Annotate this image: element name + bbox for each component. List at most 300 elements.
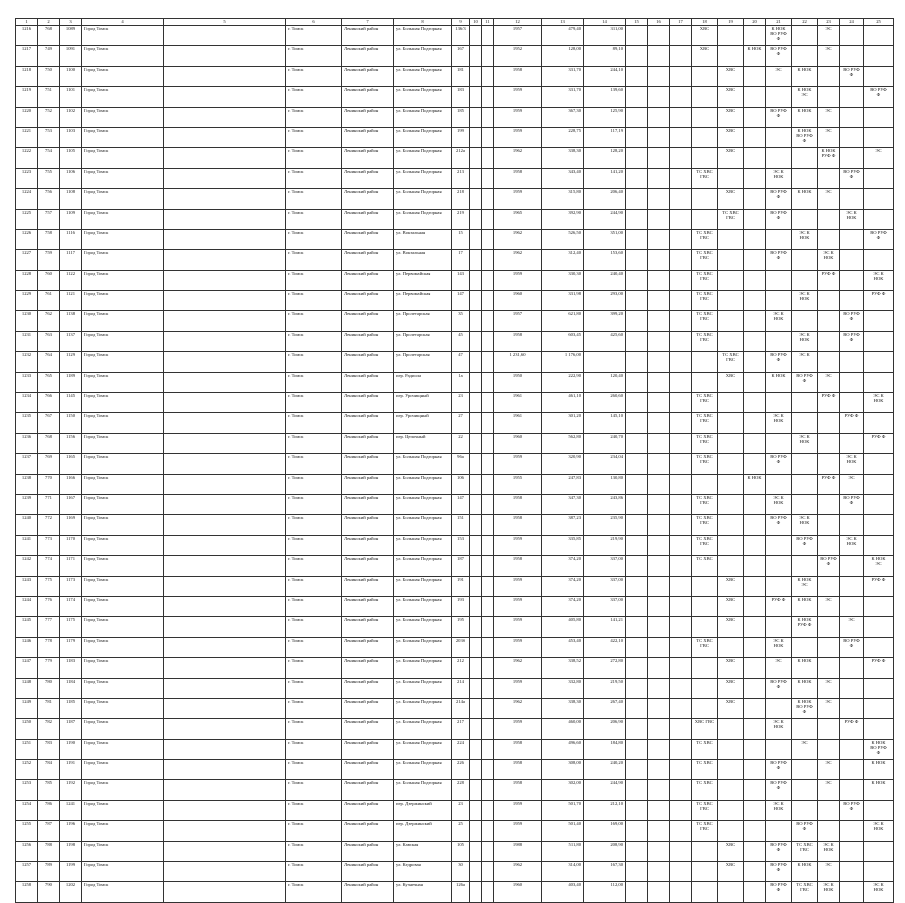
table-cell: 1251 bbox=[16, 739, 38, 759]
table-cell bbox=[470, 719, 482, 739]
table-cell: ХВС bbox=[718, 107, 744, 127]
table-cell: 1223 bbox=[16, 168, 38, 188]
table-cell bbox=[766, 127, 792, 147]
table-cell bbox=[744, 617, 766, 637]
table-cell: 226 bbox=[452, 760, 470, 780]
table-cell: Город Томск bbox=[82, 413, 164, 433]
table-cell: 374,20 bbox=[542, 576, 584, 596]
table-cell: 1957 bbox=[494, 311, 542, 331]
table-cell bbox=[482, 209, 494, 229]
table-cell bbox=[164, 168, 286, 188]
table-cell bbox=[626, 556, 648, 576]
table-cell: 1959 bbox=[494, 821, 542, 841]
table-cell: 755 bbox=[38, 168, 60, 188]
table-cell: г. Томск bbox=[286, 760, 342, 780]
table-cell: ХВС bbox=[718, 678, 744, 698]
table-cell bbox=[482, 882, 494, 902]
table-cell bbox=[648, 698, 670, 718]
table-cell: 1202 bbox=[60, 882, 82, 902]
table-cell: Ленинский район bbox=[342, 494, 394, 514]
table-cell: Ленинский район bbox=[342, 352, 394, 372]
table-cell bbox=[626, 127, 648, 147]
table-row bbox=[16, 698, 894, 718]
table-cell: г. Томск bbox=[286, 250, 342, 270]
table-cell: Ленинский район bbox=[342, 535, 394, 555]
table-cell bbox=[470, 556, 482, 576]
table-cell: г. Томск bbox=[286, 433, 342, 453]
table-cell bbox=[718, 515, 744, 535]
table-cell: 343,40 bbox=[542, 168, 584, 188]
table-cell: 788 bbox=[38, 841, 60, 861]
table-cell: 139,60 bbox=[584, 87, 626, 107]
table-cell bbox=[818, 331, 840, 351]
table-cell bbox=[840, 576, 864, 596]
table-cell bbox=[670, 556, 692, 576]
table-cell: ЭС bbox=[818, 189, 840, 209]
table-cell bbox=[626, 168, 648, 188]
table-cell bbox=[718, 780, 744, 800]
table-cell bbox=[648, 127, 670, 147]
table-cell: 120,40 bbox=[584, 372, 626, 392]
table-cell: ул. Большая Подгорная bbox=[394, 168, 452, 188]
table-cell: ВО РУФ Ф bbox=[864, 229, 894, 249]
column-number-header: 13 bbox=[542, 19, 584, 26]
table-cell bbox=[864, 678, 894, 698]
table-cell: Город Томск bbox=[82, 331, 164, 351]
table-cell: 1169 bbox=[60, 515, 82, 535]
table-cell bbox=[164, 148, 286, 168]
table-cell bbox=[626, 87, 648, 107]
table-cell bbox=[626, 515, 648, 535]
table-cell: ВО РУФ Ф bbox=[766, 678, 792, 698]
table-cell bbox=[744, 127, 766, 147]
table-cell bbox=[792, 250, 818, 270]
table-cell: 1241 bbox=[16, 535, 38, 555]
table-cell bbox=[864, 596, 894, 616]
table-cell: Город Томск bbox=[82, 617, 164, 637]
table-cell: Ленинский район bbox=[342, 800, 394, 820]
table-cell: Ленинский район bbox=[342, 331, 394, 351]
table-cell bbox=[744, 454, 766, 474]
table-cell bbox=[744, 311, 766, 331]
table-cell bbox=[670, 393, 692, 413]
table-cell: г. Томск bbox=[286, 331, 342, 351]
table-cell bbox=[164, 556, 286, 576]
table-cell: ЭС К НОК bbox=[840, 535, 864, 555]
table-cell bbox=[840, 87, 864, 107]
table-cell bbox=[470, 393, 482, 413]
table-cell bbox=[670, 617, 692, 637]
table-cell: 479,40 bbox=[542, 26, 584, 46]
column-number-header: 16 bbox=[648, 19, 670, 26]
table-cell bbox=[648, 372, 670, 392]
table-cell: Город Томск bbox=[82, 107, 164, 127]
table-cell bbox=[648, 841, 670, 861]
table-cell bbox=[470, 678, 482, 698]
table-cell: ВО РУФ Ф bbox=[840, 66, 864, 86]
table-row bbox=[16, 576, 894, 596]
table-cell: ЭС bbox=[818, 46, 840, 66]
table-cell bbox=[470, 189, 482, 209]
table-cell: ул. Большая Подгорная bbox=[394, 556, 452, 576]
table-cell bbox=[470, 780, 482, 800]
table-cell: 145,10 bbox=[584, 413, 626, 433]
table-cell: ЭС К НОК bbox=[818, 882, 840, 902]
table-cell: 228 bbox=[452, 780, 470, 800]
table-cell: 244,90 bbox=[584, 780, 626, 800]
table-cell: 1189 bbox=[60, 372, 82, 392]
table-cell: ЭС К НОК bbox=[792, 331, 818, 351]
table-cell bbox=[626, 209, 648, 229]
table-cell bbox=[670, 494, 692, 514]
table-cell: 167 bbox=[452, 46, 470, 66]
table-cell bbox=[818, 168, 840, 188]
table-cell: ул. Большая Подгорная bbox=[394, 148, 452, 168]
table-cell: г. Томск bbox=[286, 168, 342, 188]
table-cell bbox=[482, 372, 494, 392]
table-cell: Город Томск bbox=[82, 862, 164, 882]
table-cell bbox=[792, 26, 818, 46]
table-cell: 761 bbox=[38, 291, 60, 311]
table-cell bbox=[626, 862, 648, 882]
table-cell: Ленинский район bbox=[342, 87, 394, 107]
table-cell: ВО РУФ Ф bbox=[840, 168, 864, 188]
table-cell bbox=[164, 372, 286, 392]
column-number-header: 3 bbox=[60, 19, 82, 26]
table-cell: ТС ХВС ГВС bbox=[692, 637, 718, 657]
table-cell bbox=[692, 617, 718, 637]
table-cell: Город Томск bbox=[82, 311, 164, 331]
table-cell: Город Томск bbox=[82, 494, 164, 514]
table-cell: 1243 bbox=[16, 576, 38, 596]
table-cell: г. Томск bbox=[286, 841, 342, 861]
table-cell bbox=[744, 331, 766, 351]
table-row bbox=[16, 250, 894, 270]
table-cell: ВО РУФ Ф bbox=[766, 862, 792, 882]
table-cell bbox=[718, 494, 744, 514]
table-cell bbox=[482, 433, 494, 453]
table-cell bbox=[648, 168, 670, 188]
table-cell bbox=[648, 250, 670, 270]
table-cell bbox=[626, 658, 648, 678]
table-cell: ЭС К НОК bbox=[792, 229, 818, 249]
table-cell: Город Томск bbox=[82, 535, 164, 555]
table-cell: 1959 bbox=[494, 454, 542, 474]
table-cell bbox=[670, 841, 692, 861]
table-cell: 783 bbox=[38, 739, 60, 759]
table-row bbox=[16, 291, 894, 311]
table-cell: Город Томск bbox=[82, 127, 164, 147]
table-cell bbox=[744, 800, 766, 820]
table-cell bbox=[626, 637, 648, 657]
table-cell: 212а bbox=[452, 148, 470, 168]
table-cell bbox=[670, 229, 692, 249]
table-cell: ХВС bbox=[718, 596, 744, 616]
table-cell: 106 bbox=[452, 474, 470, 494]
table-cell: ХВС bbox=[718, 189, 744, 209]
table-cell bbox=[766, 291, 792, 311]
table-cell bbox=[792, 148, 818, 168]
table-cell: 337,00 bbox=[584, 596, 626, 616]
table-cell: ХВС bbox=[718, 698, 744, 718]
table-cell: 244,90 bbox=[584, 209, 626, 229]
table-cell: К НОК ВО РУФ Ф bbox=[792, 698, 818, 718]
table-cell: 187 bbox=[452, 556, 470, 576]
table-cell: 1959 bbox=[494, 87, 542, 107]
table-cell: 332,80 bbox=[542, 678, 584, 698]
table-cell: 763 bbox=[38, 331, 60, 351]
table-cell: ВО РУФ Ф bbox=[766, 454, 792, 474]
table-cell bbox=[164, 739, 286, 759]
table-cell bbox=[670, 698, 692, 718]
table-cell: 1962 bbox=[494, 229, 542, 249]
table-cell bbox=[482, 250, 494, 270]
table-cell: Город Томск bbox=[82, 433, 164, 453]
column-number-header: 25 bbox=[864, 19, 894, 26]
table-cell: ул. Большая Подгорная bbox=[394, 698, 452, 718]
table-cell bbox=[670, 882, 692, 902]
table-cell: пер. Радиола bbox=[394, 372, 452, 392]
table-cell: 247,83 bbox=[542, 474, 584, 494]
table-cell bbox=[648, 617, 670, 637]
table-cell: 147 bbox=[452, 494, 470, 514]
table-cell: ЭС bbox=[818, 26, 840, 46]
table-cell bbox=[718, 739, 744, 759]
table-cell: 1108 bbox=[60, 189, 82, 209]
table-cell bbox=[864, 46, 894, 66]
table-cell: Ленинский район bbox=[342, 270, 394, 290]
table-cell bbox=[692, 189, 718, 209]
table-cell: 768 bbox=[38, 433, 60, 453]
table-cell: 1961 bbox=[494, 393, 542, 413]
column-number-header: 6 bbox=[286, 19, 342, 26]
column-number-header: 10 bbox=[470, 19, 482, 26]
table-cell bbox=[840, 291, 864, 311]
table-cell bbox=[718, 393, 744, 413]
table-cell: 1988 bbox=[494, 841, 542, 861]
table-cell: 1190 bbox=[60, 739, 82, 759]
table-cell bbox=[692, 372, 718, 392]
table-cell bbox=[840, 862, 864, 882]
table-cell: 191 bbox=[452, 576, 470, 596]
table-cell: 219,50 bbox=[584, 678, 626, 698]
table-cell bbox=[792, 556, 818, 576]
table-cell: Город Томск bbox=[82, 556, 164, 576]
table-cell bbox=[648, 107, 670, 127]
table-cell bbox=[648, 556, 670, 576]
table-cell bbox=[670, 189, 692, 209]
table-cell: г. Томск bbox=[286, 311, 342, 331]
column-number-header: 8 bbox=[394, 19, 452, 26]
table-cell: 217 bbox=[452, 719, 470, 739]
table-cell bbox=[766, 535, 792, 555]
table-cell bbox=[164, 66, 286, 86]
table-cell bbox=[864, 637, 894, 657]
table-cell: ул. Большая Подгорная bbox=[394, 26, 452, 46]
table-cell: 128,00 bbox=[542, 46, 584, 66]
table-cell bbox=[470, 127, 482, 147]
table-cell: 218 bbox=[452, 189, 470, 209]
table-cell: Ленинский район bbox=[342, 617, 394, 637]
table-cell bbox=[482, 291, 494, 311]
table-cell: Ленинский район bbox=[342, 148, 394, 168]
table-cell: 405,80 bbox=[542, 617, 584, 637]
table-cell bbox=[482, 168, 494, 188]
table-cell bbox=[648, 209, 670, 229]
table-cell: 460,00 bbox=[542, 719, 584, 739]
table-cell bbox=[670, 535, 692, 555]
table-cell: 1171 bbox=[60, 556, 82, 576]
table-cell bbox=[626, 494, 648, 514]
table-cell: 1959 bbox=[494, 189, 542, 209]
table-cell: 1958 bbox=[494, 556, 542, 576]
table-cell: 338,30 bbox=[542, 148, 584, 168]
table-cell bbox=[670, 739, 692, 759]
table-cell bbox=[164, 617, 286, 637]
table-cell: К НОК bbox=[792, 678, 818, 698]
table-cell: 1959 bbox=[494, 127, 542, 147]
table-cell: ул. Большая Подгорная bbox=[394, 454, 452, 474]
table-cell: 1166 bbox=[60, 474, 82, 494]
table-cell bbox=[164, 433, 286, 453]
table-cell bbox=[670, 474, 692, 494]
table-cell: 1091 bbox=[60, 46, 82, 66]
table-cell: Город Томск bbox=[82, 800, 164, 820]
table-cell bbox=[164, 841, 286, 861]
table-cell: 1165 bbox=[60, 454, 82, 474]
table-cell: 153 bbox=[452, 535, 470, 555]
table-cell bbox=[648, 739, 670, 759]
table-cell bbox=[718, 413, 744, 433]
table-cell: 1227 bbox=[16, 250, 38, 270]
table-cell: 779 bbox=[38, 658, 60, 678]
table-cell bbox=[648, 637, 670, 657]
table-cell: 1959 bbox=[494, 678, 542, 698]
table-cell bbox=[864, 352, 894, 372]
table-cell bbox=[470, 26, 482, 46]
table-cell bbox=[164, 454, 286, 474]
table-cell bbox=[744, 698, 766, 718]
table-cell: ТС ХВС ГВС bbox=[692, 270, 718, 290]
table-cell: г. Томск bbox=[286, 372, 342, 392]
table-cell: 1221 bbox=[16, 127, 38, 147]
table-cell: 199 bbox=[452, 127, 470, 147]
table-cell: 147 bbox=[452, 291, 470, 311]
table-cell: ТС ХВС bbox=[692, 556, 718, 576]
table-cell bbox=[792, 474, 818, 494]
table-cell bbox=[818, 576, 840, 596]
table-cell: 141,21 bbox=[584, 617, 626, 637]
table-cell bbox=[692, 698, 718, 718]
table-cell: ЭС bbox=[818, 372, 840, 392]
table-cell bbox=[670, 250, 692, 270]
table-cell: Ленинский район bbox=[342, 698, 394, 718]
table-cell: Ленинский район bbox=[342, 637, 394, 657]
table-cell: 1225 bbox=[16, 209, 38, 229]
table-cell bbox=[482, 474, 494, 494]
table-cell: 1958 bbox=[494, 515, 542, 535]
table-cell: 1241 bbox=[60, 800, 82, 820]
table-cell: ул. Вокзальная bbox=[394, 250, 452, 270]
table-cell: ХВС bbox=[718, 841, 744, 861]
table-cell bbox=[648, 800, 670, 820]
table-cell bbox=[718, 556, 744, 576]
table-row bbox=[16, 515, 894, 535]
table-cell bbox=[648, 229, 670, 249]
table-cell: 403,40 bbox=[542, 882, 584, 902]
table-cell: ЭС К НОК bbox=[792, 515, 818, 535]
column-number-header: 19 bbox=[718, 19, 744, 26]
table-cell: Город Томск bbox=[82, 841, 164, 861]
table-cell: 1145 bbox=[60, 393, 82, 413]
table-cell bbox=[164, 474, 286, 494]
table-cell: Ленинский район bbox=[342, 393, 394, 413]
table-cell: ХВС bbox=[692, 26, 718, 46]
table-cell bbox=[470, 698, 482, 718]
table-cell: 752 bbox=[38, 107, 60, 127]
table-cell: 1962 bbox=[494, 148, 542, 168]
table-cell: 224 bbox=[452, 739, 470, 759]
table-cell: Ленинский район bbox=[342, 780, 394, 800]
table-cell: К НОК РУФ Ф bbox=[792, 617, 818, 637]
table-cell bbox=[164, 270, 286, 290]
table-cell bbox=[718, 270, 744, 290]
table-cell: 751 bbox=[38, 87, 60, 107]
table-cell bbox=[692, 209, 718, 229]
table-row bbox=[16, 148, 894, 168]
table-cell: 1255 bbox=[16, 821, 38, 841]
table-cell: 1958 bbox=[494, 760, 542, 780]
table-cell bbox=[470, 494, 482, 514]
table-cell: 1150 bbox=[60, 413, 82, 433]
table-cell bbox=[792, 413, 818, 433]
table-cell: 17 bbox=[452, 250, 470, 270]
table-cell: ул. Большая Подгорная bbox=[394, 46, 452, 66]
table-cell: г. Томск bbox=[286, 698, 342, 718]
table-cell: 1952 bbox=[494, 46, 542, 66]
column-number-header: 24 bbox=[840, 19, 864, 26]
table-row bbox=[16, 494, 894, 514]
table-cell bbox=[744, 556, 766, 576]
table-cell bbox=[840, 739, 864, 759]
table-cell: 775 bbox=[38, 576, 60, 596]
table-cell: Ленинский район bbox=[342, 821, 394, 841]
table-cell bbox=[692, 841, 718, 861]
table-cell bbox=[864, 372, 894, 392]
table-cell: 759 bbox=[38, 250, 60, 270]
table-row bbox=[16, 372, 894, 392]
table-cell bbox=[626, 189, 648, 209]
table-cell: ВО РУФ Ф bbox=[766, 882, 792, 902]
table-cell bbox=[482, 127, 494, 147]
table-cell: ВО РУФ Ф bbox=[840, 800, 864, 820]
table-cell bbox=[648, 454, 670, 474]
table-cell: 1105 bbox=[60, 148, 82, 168]
table-cell bbox=[718, 882, 744, 902]
table-cell bbox=[744, 270, 766, 290]
table-cell bbox=[692, 658, 718, 678]
table-cell bbox=[718, 719, 744, 739]
table-cell: ул. Кедровая bbox=[394, 862, 452, 882]
table-cell: 1109 bbox=[60, 209, 82, 229]
table-cell bbox=[626, 107, 648, 127]
table-cell: 1175 bbox=[60, 617, 82, 637]
table-cell bbox=[864, 800, 894, 820]
table-cell: 222,90 bbox=[542, 372, 584, 392]
table-cell: Ленинский район bbox=[342, 250, 394, 270]
table-cell: 1256 bbox=[16, 841, 38, 861]
table-cell bbox=[626, 46, 648, 66]
